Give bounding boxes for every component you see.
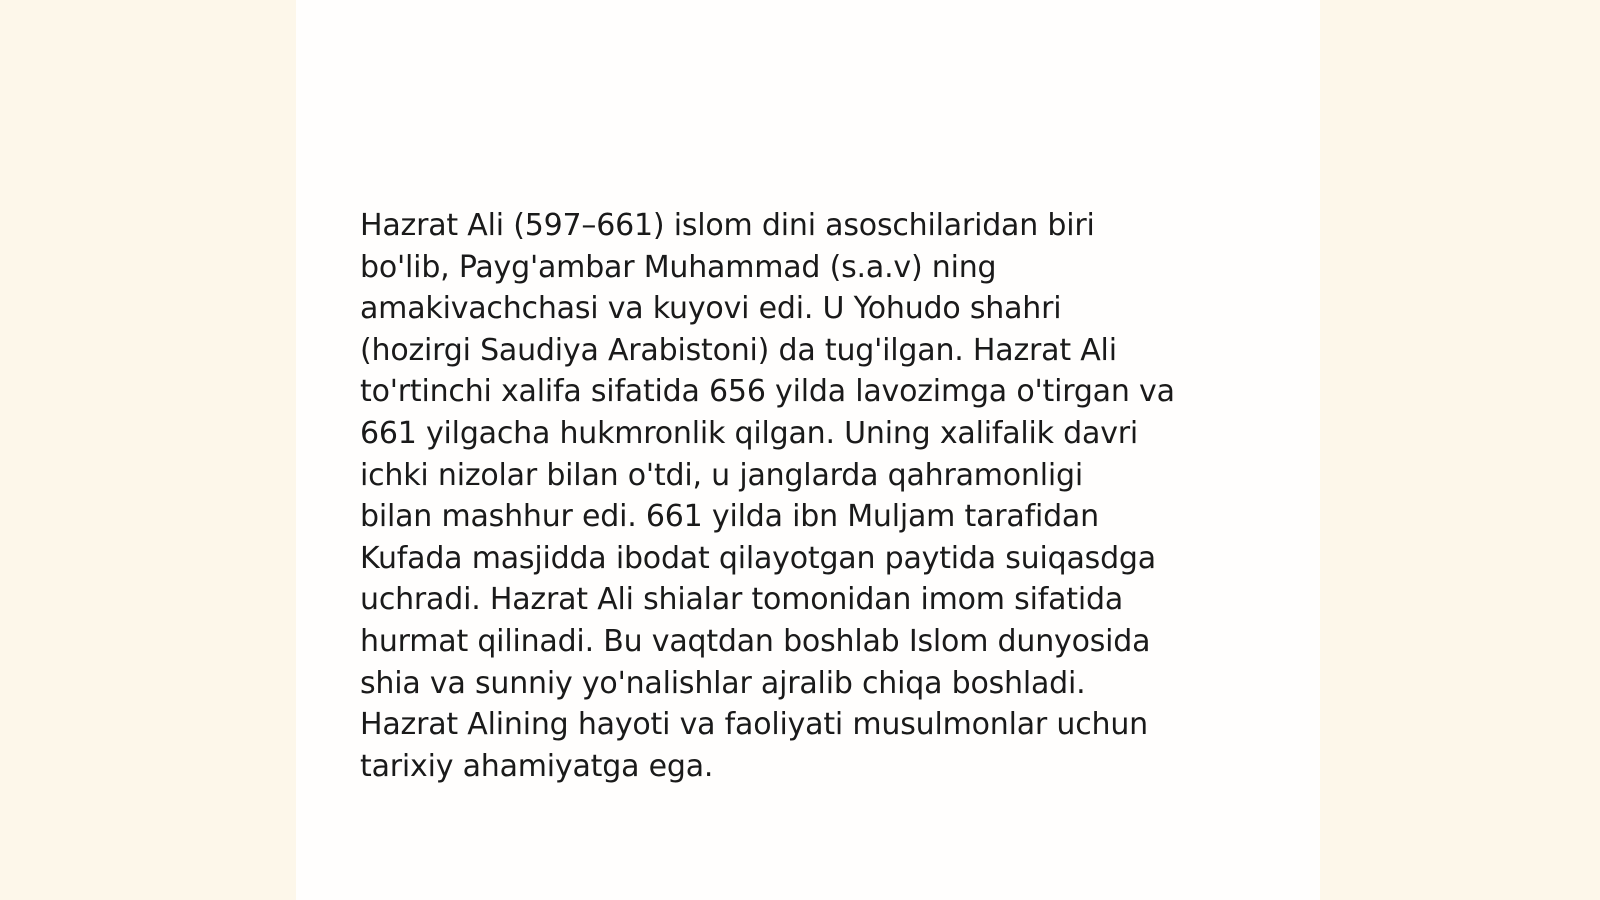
left-margin — [0, 0, 296, 900]
article-paragraph: Hazrat Ali (597–661) islom dini asoschilaridan biri bo'lib, Payg'ambar Muhammad (s.a.v) ning amakivachchasi va kuyovi edi. U Yohudo shahri (hozirgi Saudiya Arabistoni) da tug'ilgan. Hazrat Ali to'rtinchi xalifa sifatida 656 yilda lavozimga o'tirgan va 661 yilgacha hukmronlik qilgan. Uning xalifalik davri ichki nizolar bilan o'tdi, u janglarda qahramonligi bilan mashhur edi. 661 yilda ibn Muljam tarafidan Kufada masjidda ibodat qilayotgan paytida suiqasdga uchradi. Hazrat Ali shialar tomonidan imom sifatida hurmat qilinadi. Bu vaqtdan boshlab Islom dunyosida shia va sunniy yo'nalishlar ajralib chiqa boshladi. Hazrat Alining hayoti va faoliyati musulmonlar uchun tarixiy ahamiyatga ega. — [360, 208, 1175, 784]
document-page — [296, 0, 1320, 900]
right-margin — [1320, 0, 1600, 900]
